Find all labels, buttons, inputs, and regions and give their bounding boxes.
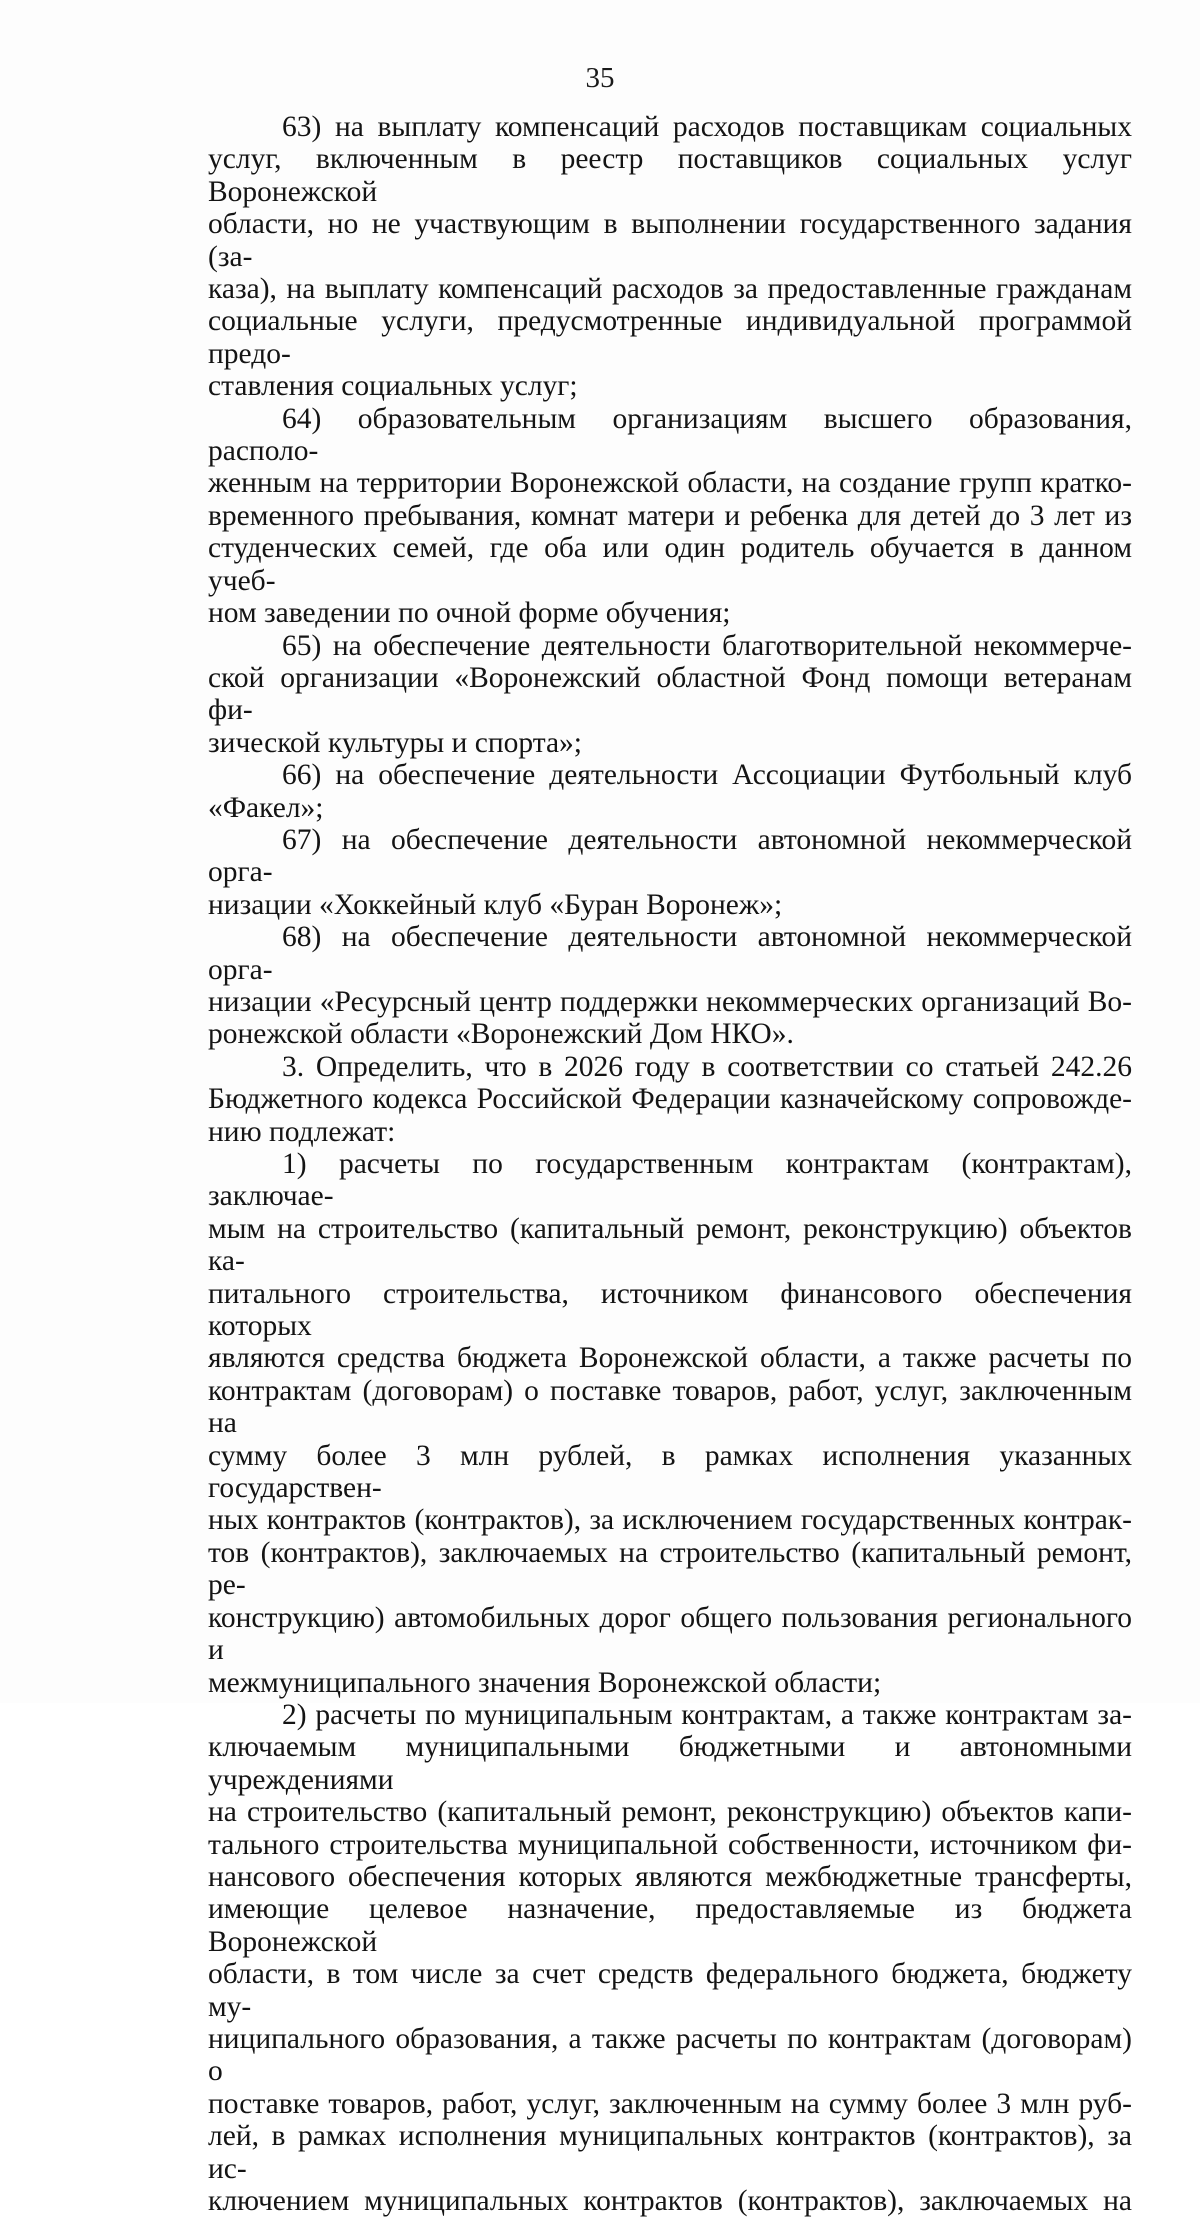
text-line: являются средства бюджета Воронежской области, а также расчеты по	[208, 1342, 1132, 1375]
text-line: ниципального образования, а также расчеты по контрактам (договорам) о	[208, 2022, 1132, 2088]
text-line: зической культуры и спорта»;	[208, 726, 583, 759]
text-line: тов (контрактов), заключаемых на строительство (капитальный ремонт, ре-	[208, 1536, 1132, 1602]
text-line: низации «Хоккейный клуб «Буран Воронеж»;	[208, 888, 783, 921]
text-line: 68) на обеспечение деятельности автономной некоммерческой орга-	[208, 921, 1132, 986]
text-line: контрактам (договорам) о поставке товаров, работ, услуг, заключенным на	[208, 1374, 1132, 1440]
paragraph	[208, 1148, 1132, 1699]
text-line: межмуниципального значения Воронежской области;	[208, 1666, 882, 1699]
paragraph	[208, 824, 1132, 921]
paragraph	[208, 921, 1132, 1051]
text-line: нию подлежат:	[208, 1115, 396, 1148]
text-line: конструкцию) автомобильных дорог общего пользования регионального и	[208, 1601, 1132, 1667]
text-line: «Факел»;	[208, 791, 324, 824]
text-line: ных контрактов (контрактов), за исключением государственных контрак-	[208, 1504, 1132, 1537]
text-line: временного пребывания, комнат матери и ребенка для детей до 3 лет из	[208, 499, 1132, 532]
text-line: низации «Ресурсный центр поддержки некоммерческих организаций Во-	[208, 985, 1132, 1018]
text-line: мым на строительство (капитальный ремонт, реконструкцию) объектов ка-	[208, 1212, 1132, 1278]
text-line: Бюджетного кодекса Российской Федерации казначейскому сопровожде-	[208, 1083, 1132, 1116]
text-line: каза), на выплату компенсаций расходов за предоставленные гражданам	[208, 273, 1132, 306]
text-line: женным на территории Воронежской области, на создание групп кратко-	[208, 467, 1132, 500]
paragraph	[208, 111, 1132, 403]
text-line: области, в том числе за счет средств федерального бюджета, бюджету му-	[208, 1958, 1132, 2023]
text-line: питального строительства, источником финансового обеспечения которых	[208, 1277, 1132, 1343]
text-line: ном заведении по очной форме обучения;	[208, 597, 731, 630]
text-line: ской организации «Воронежский областной Фонд помощи ветеранам фи-	[208, 661, 1132, 727]
text-line: услуг, включенным в реестр поставщиков социальных услуг Воронежской	[208, 143, 1132, 208]
text-line: 1) расчеты по государственным контрактам (контрактам), заключае-	[208, 1148, 1132, 1213]
text-line: 64) образовательным организациям высшего образования, располо-	[208, 402, 1132, 468]
paragraph	[208, 1051, 1132, 1148]
text-line: 67) на обеспечение деятельности автономной некоммерческой орга-	[208, 823, 1132, 889]
paragraph	[208, 759, 1132, 824]
text-line: поставке товаров, работ, услуг, заключенным на сумму более 3 млн руб-	[208, 2087, 1132, 2120]
text-line: области, но не участвующим в выполнении государственного задания (за-	[208, 208, 1132, 273]
text-line: нансового обеспечения которых являются межбюджетные трансферты,	[208, 1860, 1132, 1893]
text-line: ронежской области «Воронежский Дом НКО».	[208, 1018, 794, 1051]
text-line: тального строительства муниципальной собственности, источником фи-	[208, 1828, 1132, 1861]
paragraph	[208, 630, 1132, 760]
text-line: социальные услуги, предусмотренные индивидуальной программой предо-	[208, 305, 1132, 370]
document-body	[208, 111, 1132, 2217]
text-line: студенческих семей, где оба или один родитель обучается в данном учеб-	[208, 532, 1132, 597]
text-line: 65) на обеспечение деятельности благотворительной некоммерче-	[282, 629, 1132, 662]
text-line: сумму более 3 млн рублей, в рамках исполнения указанных государствен-	[208, 1439, 1132, 1505]
text-line: ставления социальных услуг;	[208, 370, 578, 403]
text-line: 66) на обеспечение деятельности Ассоциации Футбольный клуб	[282, 759, 1132, 792]
paragraph	[208, 403, 1132, 630]
text-line: на строительство (капитальный ремонт, реконструкцию) объектов капи-	[208, 1796, 1132, 1829]
text-line: 63) на выплату компенсаций расходов поставщикам социальных	[282, 111, 1132, 143]
text-line: 3. Определить, что в 2026 году в соответствии со статьей 242.26	[282, 1050, 1132, 1083]
text-line: имеющие целевое назначение, предоставляемые из бюджета Воронежской	[208, 1893, 1132, 1958]
page-number: 35	[585, 62, 615, 94]
text-line: 2) расчеты по муниципальным контрактам, а также контрактам за-	[282, 1698, 1132, 1731]
text-line: ключаемым муниципальными бюджетными и автономными учреждениями	[208, 1731, 1132, 1796]
text-line: ключением муниципальных контрактов (контрактов), заключаемых на	[208, 2185, 1132, 2217]
text-line: лей, в рамках исполнения муниципальных контрактов (контрактов), за ис-	[208, 2120, 1132, 2185]
paragraph	[208, 1699, 1132, 2217]
